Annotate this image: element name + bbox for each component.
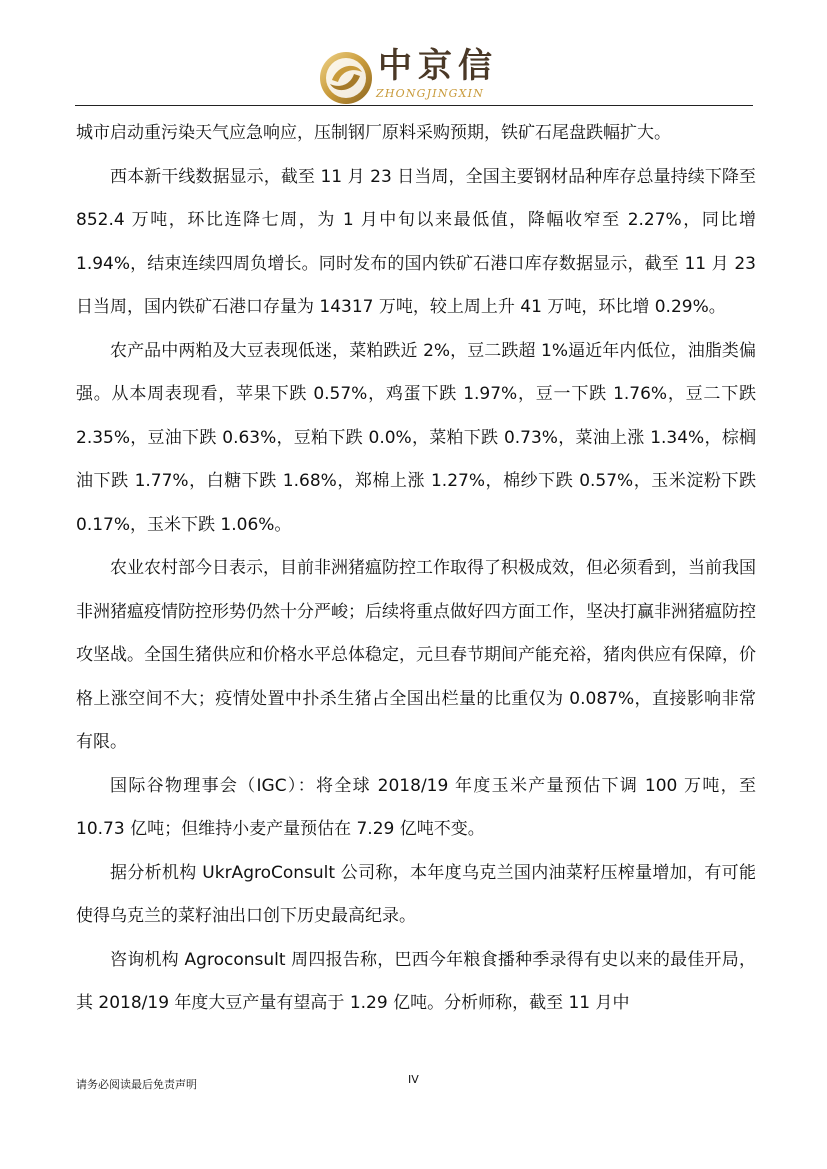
paragraph-swine-fever: 农业农村部今日表示，目前非洲猪瘟防控工作取得了积极成效，但必须看到，当前我国非洲猪瘟疫情防控形势仍然十分严峻；后续将重点做好四方面工作，坚决打赢非洲猪瘟防控攻坚战。全国生猪供应和价格水平总体稳定，元旦春节期间产能充裕，猪肉供应有保障，价格上涨空间不大；疫情处置中扑杀生猪占全国出栏量的比重仅为 0.087%，直接影响非常有限。 xyxy=(76,558,756,752)
header-divider xyxy=(75,105,753,106)
paragraph-continuation: 城市启动重污染天气应急响应，压制钢厂原料采购预期，铁矿石尾盘跌幅扩大。 xyxy=(76,123,671,143)
disclaimer-note: 请务必阅读最后免责声明 xyxy=(76,1078,197,1091)
paragraph-igc: 国际谷物理事会（IGC）：将全球 2018/19 年度玉米产量预估下调 100 万吨，至 10.73 亿吨；但维持小麦产量预估在 7.29 亿吨不变。 xyxy=(76,775,756,839)
paragraph-steel-inventory: 西本新干线数据显示，截至 11 月 23 日当周，全国主要钢材品种库存总量持续下降至 852.4 万吨，环比连降七周，为 1 月中旬以来最低值，降幅收窄至 2.27%，同比增 1.94%，结束连续四周负增长。同时发布的国内铁矿石港口库存数据显示，截至 11 月 23 日当周，国内铁矿石港口存量为 14317 万吨，较上周上升 41 万吨，环比增 0.29%。 xyxy=(76,166,756,317)
paragraph-agri-products: 农产品中两粕及大豆表现低迷，菜粕跌近 2%，豆二跌超 1%逼近年内低位，油脂类偏强。从本周表现看，苹果下跌 0.57%，鸡蛋下跌 1.97%，豆一下跌 1.76%，豆二下跌 2.35%，豆油下跌 0.63%，豆粕下跌 0.0%，菜粕下跌 0.73%，菜油上涨 1.34%，棕榈油下跌 1.77%，白糖下跌 1.68%，郑棉上涨 1.27%，棉纱下跌 0.57%，玉米淀粉下跌 0.17%，玉米下跌 1.06%。 xyxy=(76,340,756,535)
logo-subtitle: ZHONGJINGXIN xyxy=(376,87,485,100)
logo-name: 中京信 xyxy=(378,46,498,86)
paragraph-ukragroconsult: 据分析机构 UkrAgroConsult 公司称，本年度乌克兰国内油菜籽压榨量增加，有可能使得乌克兰的菜籽油出口创下历史最高纪录。 xyxy=(76,862,756,926)
document-body xyxy=(76,112,756,1026)
page-number: IV xyxy=(408,1073,419,1086)
page-header xyxy=(0,0,827,110)
paragraph-agroconsult: 咨询机构 Agroconsult 周四报告称，巴西今年粮食播种季录得有史以来的最佳开局，其 2018/19 年度大豆产量有望高于 1.29 亿吨。分析师称，截至 11 月中 xyxy=(76,949,756,1013)
zhongjingxin-logo-icon xyxy=(318,50,374,106)
